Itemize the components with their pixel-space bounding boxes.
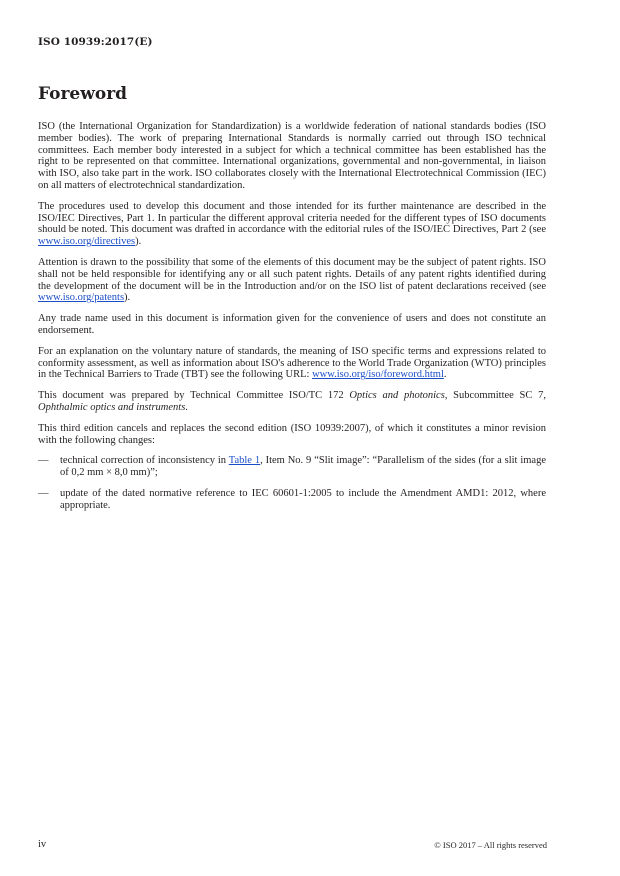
- paragraph-edition: This third edition cancels and replaces the second edition (ISO 10939:2007), of which it constitutes a minor revision with the following changes:: [38, 422, 546, 446]
- dash-bullet: —: [38, 487, 49, 499]
- change-item-2: [38, 488, 546, 512]
- change-item-2-text: update of the dated normative reference to IEC 60601-1:2005 to include the Amendment AMD1: 2012, where appropriate.: [60, 487, 546, 511]
- committee-name-italic: Optics and photonics: [349, 390, 445, 402]
- table-1-link[interactable]: Table 1: [228, 455, 261, 467]
- foreword-body: [38, 121, 546, 521]
- paragraph-iso-intro: ISO (the International Organization for Standardization) is a worldwide federation of national standards bodies (ISO member bodies). The work of preparing International Standards is normally carried out through ISO technical committees. Each member body interested in a subject for which a technical committee has been established has the right to be represented on that committee. International organizations, governmental and non-governmental, in liaison with ISO, also take part in the work. ISO collaborates closely with the International Electrotechnical Commission (IEC) on all matters of electrotechnical standardization.: [38, 121, 546, 191]
- change-item-1: [38, 455, 546, 479]
- foreword-link[interactable]: www.iso.org/iso/foreword.html: [312, 369, 444, 381]
- change-item-1-text: [60, 455, 546, 479]
- committee-text-end: .: [185, 401, 188, 413]
- paragraph-voluntary-nature-end: .: [443, 369, 447, 381]
- directives-link[interactable]: www.iso.org/directives: [38, 236, 136, 248]
- paragraph-patents-end: ).: [124, 292, 131, 304]
- paragraph-procedures-end: ).: [135, 236, 142, 248]
- paragraph-procedures: [38, 201, 546, 248]
- committee-text-a: This document was prepared by Technical Committee ISO/TC 172: [38, 390, 350, 402]
- page-number: iv: [38, 839, 47, 850]
- change-item-1-text-a: technical correction of inconsistency in: [60, 455, 229, 467]
- document-id-header: ISO 10939:2017(E): [38, 36, 153, 48]
- paragraph-committee: [38, 390, 546, 414]
- dash-bullet: —: [38, 455, 49, 467]
- copyright-notice: © ISO 2017 – All rights reserved: [434, 840, 547, 850]
- paragraph-patents-text: Attention is drawn to the possibility that some of the elements of this document may be the subject of patent rights. ISO shall not be held responsible for identifying any or all such patent rights. Details of any patent rights identified during the development of the document will be in the Introduction and/or on the ISO list of patent declarations received (see: [38, 256, 546, 292]
- change-item-1-text-b: , Item No. 9 “Slit image”: “Parallelism of the sides (for a slit image of 0,2 mm × 8,0 mm)”;: [60, 455, 546, 479]
- paragraph-patents: [38, 257, 546, 304]
- paragraph-voluntary-nature: [38, 346, 546, 381]
- patents-link[interactable]: www.iso.org/patents: [38, 292, 125, 304]
- paragraph-trade-name: Any trade name used in this document is information given for the convenience of users and does not constitute an endorsement.: [38, 313, 546, 336]
- paragraph-procedures-text: The procedures used to develop this document and those intended for its further maintenance are described in the ISO/IEC Directives, Part 1. In particular the different approval criteria needed for the different types of ISO documents should be noted. This document was drafted in accordance with the editorial rules of the ISO/IEC Directives, Part 2 (see: [38, 200, 546, 236]
- committee-text-b: , Subcommittee SC 7,: [444, 390, 547, 402]
- paragraph-voluntary-nature-text: For an explanation on the voluntary nature of standards, the meaning of ISO specific terms and expressions related to conformity assessment, as well as information about ISO's adherence to the World Trade Organization (WTO) principles in the Technical Barriers to Trade (TBT) see the following URL:: [38, 345, 546, 381]
- page-title: Foreword: [38, 84, 128, 104]
- subcommittee-name-italic: Ophthalmic optics and instruments: [38, 401, 186, 413]
